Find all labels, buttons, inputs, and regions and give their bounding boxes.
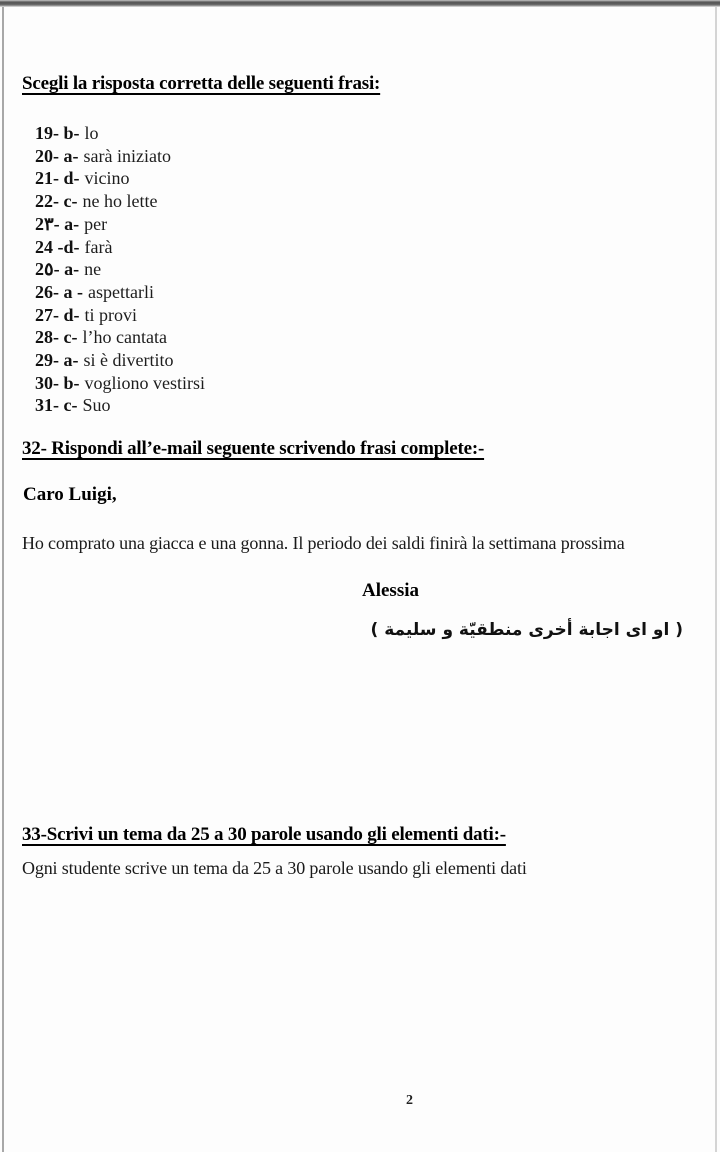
page-number: 2 <box>406 1093 413 1108</box>
answer-text: farà <box>84 236 113 257</box>
answers-section-heading: Scegli la risposta corretta delle seguenti frasi: <box>22 73 381 94</box>
answer-number-letter: 30- b- <box>35 372 80 393</box>
answer-number-letter: 19- b- <box>35 123 80 143</box>
arabic-grading-note: ( او اى اجابة أخرى منطقيّة و سليمة ) <box>370 620 683 640</box>
answer-number-letter: 2٣- a- <box>35 213 80 234</box>
answer-item <box>35 213 205 236</box>
theme-task-heading: 33-Scrivi un tema da 25 a 30 parole usando gli elementi dati:- <box>22 824 506 845</box>
answer-number-letter: 24 -d- <box>35 236 80 257</box>
answer-number-letter: 21- d- <box>35 168 80 189</box>
answer-item <box>35 326 205 349</box>
answer-number-letter: 28- c- <box>35 327 78 348</box>
answer-item <box>35 304 205 327</box>
answer-text: si è divertito <box>83 350 174 371</box>
answer-item <box>35 394 205 417</box>
answer-text: ti provi <box>84 304 137 325</box>
email-salutation: Caro Luigi, <box>23 484 117 505</box>
email-task-heading: 32- Rispondi all’e-mail seguente scrivendo frasi complete:- <box>22 438 485 459</box>
scan-top-edge-shadow <box>0 0 720 7</box>
answer-item <box>35 349 205 372</box>
scan-left-edge-shadow <box>2 7 4 1152</box>
answer-item <box>35 167 205 190</box>
answer-item <box>35 258 205 281</box>
answer-item <box>35 281 205 304</box>
answer-text: vicino <box>84 168 130 189</box>
answer-text: sarà iniziato <box>83 145 171 166</box>
answer-text: vogliono vestirsi <box>84 372 205 393</box>
answer-number-letter: 29- a- <box>35 350 79 371</box>
answer-number-letter: 26- a - <box>35 281 83 302</box>
answer-item <box>35 372 205 395</box>
answer-text: ne <box>84 259 102 280</box>
email-body-text: Ho comprato una giacca e una gonna. Il periodo dei saldi finirà la settimana prossima <box>22 533 625 553</box>
answer-text: l’ho cantata <box>82 327 167 348</box>
answer-item <box>35 236 205 259</box>
answer-number-letter: 20- a- <box>35 145 79 166</box>
answer-item <box>35 190 205 213</box>
answer-text: aspettarli <box>88 281 154 302</box>
answer-key-list <box>35 122 205 417</box>
answer-text: Suo <box>82 395 111 416</box>
answer-number-letter: 2٥- a- <box>35 259 80 280</box>
email-signature: Alessia <box>362 580 419 601</box>
answer-text: lo <box>84 123 99 143</box>
answer-number-letter: 27- d- <box>35 304 80 325</box>
answer-number-letter: 22- c- <box>35 191 78 212</box>
answer-item <box>35 122 205 145</box>
theme-task-instruction: Ogni studente scrive un tema da 25 a 30 parole usando gli elementi dati <box>22 858 527 878</box>
scan-right-edge-shadow <box>715 7 717 1152</box>
answer-text: per <box>84 213 108 234</box>
answer-item <box>35 145 205 168</box>
answer-text: ne ho lette <box>82 191 158 212</box>
answer-number-letter: 31- c- <box>35 395 78 416</box>
